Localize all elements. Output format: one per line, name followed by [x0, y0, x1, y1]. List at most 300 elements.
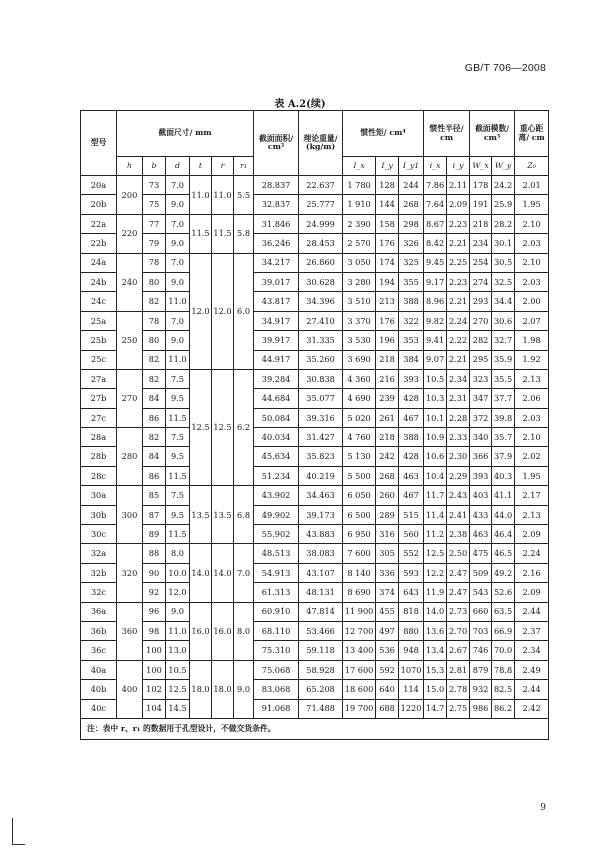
value-cell: 543 [470, 583, 492, 602]
value-cell: 18.0 [190, 660, 212, 718]
value-cell: 3 050 [343, 253, 376, 272]
value-cell: 11.5 [166, 525, 190, 544]
value-cell: 14.0 [424, 602, 447, 621]
value-cell: 2.23 [447, 272, 470, 291]
value-cell: 11.0 [212, 176, 234, 215]
value-cell: 12 700 [343, 621, 376, 640]
value-cell: 19 700 [343, 699, 376, 718]
value-cell: 515 [399, 505, 424, 524]
value-cell: 30.1 [492, 234, 515, 253]
subheader-cell: I_y [376, 157, 399, 176]
table-row [81, 292, 549, 311]
value-cell: 355 [399, 272, 424, 291]
value-cell: 41.1 [492, 486, 515, 505]
value-cell: 82 [143, 428, 166, 447]
value-cell: 32.7 [492, 331, 515, 350]
value-cell: 9.0 [166, 272, 190, 291]
value-cell: 28.2 [492, 214, 515, 233]
value-cell: 7.5 [166, 369, 190, 388]
value-cell: 298 [399, 214, 424, 233]
value-cell: 15.3 [424, 660, 447, 679]
value-cell: 643 [399, 583, 424, 602]
table-row [81, 486, 549, 505]
value-cell: 32.5 [492, 272, 515, 291]
value-cell: 13.5 [212, 486, 234, 544]
value-cell: 14.5 [166, 699, 190, 718]
value-cell: 9.0 [166, 234, 190, 253]
value-cell: 9.17 [424, 272, 447, 291]
value-cell: 82 [143, 350, 166, 369]
value-cell: 250 [117, 311, 143, 369]
model-cell: 27a [81, 369, 117, 388]
value-cell: 5 130 [343, 447, 376, 466]
value-cell: 2.29 [447, 466, 470, 485]
value-cell: 11.0 [190, 176, 212, 215]
value-cell: 2.10 [515, 214, 549, 233]
value-cell: 39.917 [254, 331, 299, 350]
value-cell: 12.5 [190, 369, 212, 485]
value-cell: 353 [399, 331, 424, 350]
table-row [81, 466, 549, 485]
value-cell: 12.0 [190, 253, 212, 369]
value-cell: 6.2 [234, 369, 254, 485]
value-cell: 35.260 [299, 350, 343, 369]
value-cell: 10.4 [424, 466, 447, 485]
table-row [81, 428, 549, 447]
value-cell: 6 050 [343, 486, 376, 505]
value-cell: 79 [143, 234, 166, 253]
model-cell: 30c [81, 525, 117, 544]
value-cell: 2.31 [447, 389, 470, 408]
model-cell: 20b [81, 195, 117, 214]
value-cell: 268 [376, 466, 399, 485]
table-title: 表 A.2(续) [274, 99, 326, 110]
value-cell: 2.25 [447, 253, 470, 272]
value-cell: 98 [143, 621, 166, 640]
value-cell: 660 [470, 602, 492, 621]
value-cell: 128 [376, 176, 399, 195]
value-cell: 2.21 [447, 350, 470, 369]
subheader-cell: W_y [492, 157, 515, 176]
corner-mark [12, 818, 25, 845]
value-cell: 16.0 [190, 602, 212, 660]
value-cell: 7.5 [166, 428, 190, 447]
value-cell: 1.98 [515, 331, 549, 350]
value-cell: 40.219 [299, 466, 343, 485]
value-cell: 80 [143, 331, 166, 350]
model-cell: 28c [81, 466, 117, 485]
value-cell: 388 [399, 428, 424, 447]
value-cell: 213 [376, 292, 399, 311]
value-cell: 35.077 [299, 389, 343, 408]
model-cell: 32a [81, 544, 117, 563]
value-cell: 63.5 [492, 602, 515, 621]
value-cell: 9.0 [166, 331, 190, 350]
value-cell: 144 [376, 195, 399, 214]
value-cell: 2.09 [447, 195, 470, 214]
value-cell: 2.47 [447, 583, 470, 602]
value-cell: 12.0 [166, 583, 190, 602]
value-cell: 2.78 [447, 680, 470, 699]
value-cell: 305 [376, 544, 399, 563]
value-cell: 11.4 [424, 505, 447, 524]
value-cell: 218 [470, 214, 492, 233]
value-cell: 509 [470, 563, 492, 582]
value-cell: 32.837 [254, 195, 299, 214]
table-row [81, 660, 549, 679]
value-cell: 158 [376, 214, 399, 233]
value-cell: 280 [117, 428, 143, 486]
value-cell: 7.86 [424, 176, 447, 195]
value-cell: 593 [399, 563, 424, 582]
value-cell: 1 780 [343, 176, 376, 195]
model-cell: 22a [81, 214, 117, 233]
value-cell: 316 [376, 525, 399, 544]
value-cell: 220 [117, 214, 143, 253]
value-cell: 8 140 [343, 563, 376, 582]
value-cell: 455 [376, 602, 399, 621]
value-cell: 35.823 [299, 447, 343, 466]
value-cell: 50.084 [254, 408, 299, 427]
value-cell: 6 500 [343, 505, 376, 524]
value-cell: 66.9 [492, 621, 515, 640]
value-cell: 10.9 [424, 428, 447, 447]
value-cell: 7.5 [166, 486, 190, 505]
value-cell: 2.16 [515, 563, 549, 582]
value-cell: 8 690 [343, 583, 376, 602]
value-cell: 49.2 [492, 563, 515, 582]
value-cell: 10.5 [166, 660, 190, 679]
value-cell: 322 [399, 311, 424, 330]
value-cell: 34.4 [492, 292, 515, 311]
value-cell: 261 [376, 408, 399, 427]
model-cell: 36c [81, 641, 117, 660]
header-section-modulus: 截面模数/ cm³ [470, 111, 515, 157]
value-cell: 10.3 [424, 389, 447, 408]
value-cell: 30.6 [492, 311, 515, 330]
value-cell: 27.410 [299, 311, 343, 330]
value-cell: 2.67 [447, 641, 470, 660]
value-cell: 35.7 [492, 428, 515, 447]
value-cell: 1 910 [343, 195, 376, 214]
value-cell: 40.034 [254, 428, 299, 447]
value-cell: 218 [376, 428, 399, 447]
value-cell: 1070 [399, 660, 424, 679]
value-cell: 68.110 [254, 621, 299, 640]
value-cell: 36.246 [254, 234, 299, 253]
value-cell: 2.09 [515, 525, 549, 544]
value-cell: 2.03 [515, 272, 549, 291]
value-cell: 1.95 [515, 195, 549, 214]
value-cell: 11.5 [190, 214, 212, 253]
value-cell: 7.0 [166, 176, 190, 195]
value-cell: 2.38 [447, 525, 470, 544]
value-cell: 560 [399, 525, 424, 544]
value-cell: 31.427 [299, 428, 343, 447]
value-cell: 54.913 [254, 563, 299, 582]
subheader-cell: r [212, 157, 234, 176]
value-cell: 325 [399, 253, 424, 272]
value-cell: 24.2 [492, 176, 515, 195]
value-cell: 400 [117, 660, 143, 718]
model-cell: 40a [81, 660, 117, 679]
value-cell: 10.6 [424, 447, 447, 466]
value-cell: 38.083 [299, 544, 343, 563]
value-cell: 463 [399, 466, 424, 485]
value-cell: 31.335 [299, 331, 343, 350]
value-cell: 30.5 [492, 253, 515, 272]
value-cell: 37.9 [492, 447, 515, 466]
value-cell: 16.0 [212, 602, 234, 660]
value-cell: 2.33 [447, 428, 470, 447]
value-cell: 46.5 [492, 544, 515, 563]
value-cell: 5.8 [234, 214, 254, 253]
value-cell: 746 [470, 641, 492, 660]
model-cell: 24b [81, 272, 117, 291]
value-cell: 374 [376, 583, 399, 602]
table-row [81, 234, 549, 253]
value-cell: 34.217 [254, 253, 299, 272]
value-cell: 2.21 [447, 234, 470, 253]
value-cell: 82.5 [492, 680, 515, 699]
value-cell: 880 [399, 621, 424, 640]
model-cell: 25c [81, 350, 117, 369]
value-cell: 986 [470, 699, 492, 718]
value-cell: 8.0 [166, 544, 190, 563]
value-cell: 43.107 [299, 563, 343, 582]
table-row [81, 544, 549, 563]
value-cell: 11.5 [212, 214, 234, 253]
value-cell: 4 690 [343, 389, 376, 408]
value-cell: 96 [143, 602, 166, 621]
value-cell: 2.47 [447, 563, 470, 582]
value-cell: 35.5 [492, 369, 515, 388]
value-cell: 240 [117, 253, 143, 311]
value-cell: 372 [470, 408, 492, 427]
value-cell: 497 [376, 621, 399, 640]
value-cell: 55.902 [254, 525, 299, 544]
model-cell: 36a [81, 602, 117, 621]
subheader-cell: h [117, 157, 143, 176]
value-cell: 536 [376, 641, 399, 660]
table-row [81, 408, 549, 427]
value-cell: 2.30 [447, 447, 470, 466]
value-cell: 9.5 [166, 389, 190, 408]
subheader-cell: I_x [343, 157, 376, 176]
value-cell: 47.814 [299, 602, 343, 621]
value-cell: 7 600 [343, 544, 376, 563]
value-cell: 2.10 [515, 253, 549, 272]
value-cell: 89 [143, 525, 166, 544]
value-cell: 194 [376, 272, 399, 291]
table-row [81, 253, 549, 272]
value-cell: 818 [399, 602, 424, 621]
value-cell: 43.883 [299, 525, 343, 544]
table-row [81, 505, 549, 524]
value-cell: 2.43 [447, 486, 470, 505]
model-cell: 27b [81, 389, 117, 408]
value-cell: 11.5 [166, 408, 190, 427]
value-cell: 78 [143, 253, 166, 272]
subheader-cell: b [143, 157, 166, 176]
value-cell: 2.09 [515, 583, 549, 602]
value-cell: 360 [117, 602, 143, 660]
value-cell: 3 280 [343, 272, 376, 291]
value-cell: 270 [117, 369, 143, 427]
subheader-cell: Z₀ [515, 157, 549, 176]
value-cell: 2.44 [515, 680, 549, 699]
channel-steel-table [80, 110, 549, 740]
value-cell: 51.234 [254, 466, 299, 485]
subheader-cell: d [166, 157, 190, 176]
value-cell: 45.634 [254, 447, 299, 466]
value-cell: 18 600 [343, 680, 376, 699]
value-cell: 30.628 [299, 272, 343, 291]
value-cell: 2.24 [447, 311, 470, 330]
value-cell: 6.0 [234, 253, 254, 369]
value-cell: 403 [470, 486, 492, 505]
value-cell: 8.96 [424, 292, 447, 311]
value-cell: 2.13 [515, 505, 549, 524]
value-cell: 176 [376, 234, 399, 253]
value-cell: 59.118 [299, 641, 343, 660]
value-cell: 4 760 [343, 428, 376, 447]
value-cell: 17 600 [343, 660, 376, 679]
value-cell: 9.0 [166, 195, 190, 214]
value-cell: 13.4 [424, 641, 447, 660]
value-cell: 347 [470, 389, 492, 408]
value-cell: 15.0 [424, 680, 447, 699]
value-cell: 11 900 [343, 602, 376, 621]
model-cell: 28b [81, 447, 117, 466]
value-cell: 100 [143, 641, 166, 660]
value-cell: 2.37 [515, 621, 549, 640]
value-cell: 22.637 [299, 176, 343, 195]
value-cell: 92 [143, 583, 166, 602]
model-cell: 28a [81, 428, 117, 447]
value-cell: 28.837 [254, 176, 299, 195]
value-cell: 53.466 [299, 621, 343, 640]
value-cell: 254 [470, 253, 492, 272]
value-cell: 25.9 [492, 195, 515, 214]
value-cell: 34.463 [299, 486, 343, 505]
value-cell: 174 [376, 253, 399, 272]
value-cell: 2.28 [447, 408, 470, 427]
value-cell: 948 [399, 641, 424, 660]
subheader-cell: i_y [447, 157, 470, 176]
value-cell: 39.8 [492, 408, 515, 427]
value-cell: 393 [470, 466, 492, 485]
value-cell: 3 690 [343, 350, 376, 369]
value-cell: 75.068 [254, 660, 299, 679]
table-row [81, 331, 549, 350]
table-row [81, 369, 549, 388]
value-cell: 2.81 [447, 660, 470, 679]
value-cell: 60.910 [254, 602, 299, 621]
value-cell: 289 [376, 505, 399, 524]
value-cell: 58.928 [299, 660, 343, 679]
model-cell: 24c [81, 292, 117, 311]
value-cell: 5 020 [343, 408, 376, 427]
value-cell: 39.173 [299, 505, 343, 524]
value-cell: 44.0 [492, 505, 515, 524]
value-cell: 293 [470, 292, 492, 311]
value-cell: 5.5 [234, 176, 254, 215]
value-cell: 2.11 [447, 176, 470, 195]
value-cell: 433 [470, 505, 492, 524]
value-cell: 11.9 [424, 583, 447, 602]
value-cell: 102 [143, 680, 166, 699]
value-cell: 932 [470, 680, 492, 699]
value-cell: 10.5 [424, 369, 447, 388]
value-cell: 114 [399, 680, 424, 699]
value-cell: 1.95 [515, 466, 549, 485]
subheader-cell: r₁ [234, 157, 254, 176]
value-cell: 2.07 [515, 311, 549, 330]
value-cell: 48.131 [299, 583, 343, 602]
value-cell: 2.17 [515, 486, 549, 505]
value-cell: 31.846 [254, 214, 299, 233]
value-cell: 35.9 [492, 350, 515, 369]
value-cell: 13.5 [190, 486, 212, 544]
value-cell: 12.0 [212, 253, 234, 369]
value-cell: 71.488 [299, 699, 343, 718]
header-radius-of-gyration: 惯性半径/ cm [424, 111, 470, 157]
model-cell: 24a [81, 253, 117, 272]
table-row [81, 699, 549, 718]
model-cell: 25a [81, 311, 117, 330]
value-cell: 326 [399, 234, 424, 253]
value-cell: 234 [470, 234, 492, 253]
value-cell: 216 [376, 369, 399, 388]
value-cell: 82 [143, 369, 166, 388]
value-cell: 1.92 [515, 350, 549, 369]
value-cell: 61.313 [254, 583, 299, 602]
value-cell: 13.6 [424, 621, 447, 640]
value-cell: 85 [143, 486, 166, 505]
value-cell: 244 [399, 176, 424, 195]
header-area: 截面面积/ cm² [254, 111, 299, 176]
value-cell: 640 [376, 680, 399, 699]
value-cell: 2.03 [515, 234, 549, 253]
value-cell: 34.396 [299, 292, 343, 311]
value-cell: 91.068 [254, 699, 299, 718]
value-cell: 80 [143, 272, 166, 291]
value-cell: 2.24 [515, 544, 549, 563]
value-cell: 78 [143, 311, 166, 330]
table-row [81, 272, 549, 291]
value-cell: 14.7 [424, 699, 447, 718]
value-cell: 87 [143, 505, 166, 524]
value-cell: 78.8 [492, 660, 515, 679]
value-cell: 2.06 [515, 389, 549, 408]
table-row [81, 389, 549, 408]
page-number: 9 [540, 803, 546, 813]
model-cell: 30b [81, 505, 117, 524]
table-row [81, 621, 549, 640]
header-weight: 理论重量/ (kg/m) [299, 111, 343, 176]
value-cell: 28.453 [299, 234, 343, 253]
value-cell: 9.82 [424, 311, 447, 330]
subheader-cell: i_x [424, 157, 447, 176]
value-cell: 388 [399, 292, 424, 311]
value-cell: 100 [143, 660, 166, 679]
value-cell: 8.0 [234, 602, 254, 660]
header-section-dimensions: 截面尺寸/ mm [117, 111, 254, 157]
value-cell: 2.49 [515, 660, 549, 679]
value-cell: 428 [399, 389, 424, 408]
value-cell: 39.017 [254, 272, 299, 291]
